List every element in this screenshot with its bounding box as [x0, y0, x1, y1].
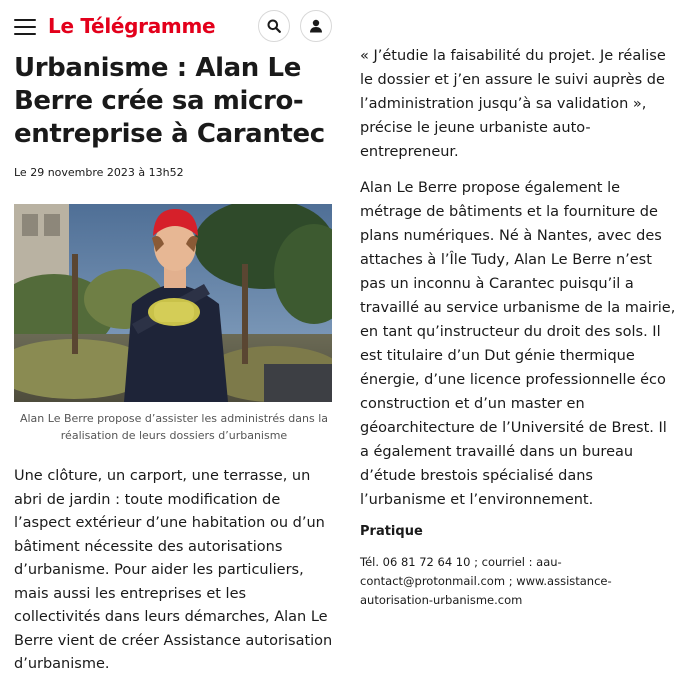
quote-paragraph: « J’étudie la faisabilité du projet. Je réalise le dossier et j’en assure le suivi auprès de l’administration jusqu’à sa validation », précise le jeune urbaniste auto-entrepreneur.	[360, 48, 666, 160]
photo-caption: Alan Le Berre propose d’assister les administrés dans la réalisation de leurs dossiers d’urbanisme	[19, 412, 329, 442]
menu-icon[interactable]	[14, 19, 36, 35]
photo-illustration	[14, 204, 332, 402]
account-button[interactable]	[300, 10, 332, 42]
article-date: Le 29 novembre 2023 à 13h52	[14, 166, 184, 179]
top-bar	[14, 8, 334, 46]
search-icon	[267, 19, 281, 33]
article-photo[interactable]	[14, 204, 332, 402]
practical-heading: Pratique	[360, 524, 423, 539]
article-title: Urbanisme : Alan Le Berre crée sa micro-entreprise à Carantec	[14, 53, 325, 149]
search-button[interactable]	[258, 10, 290, 42]
site-logo[interactable]: Le Télégramme	[48, 14, 216, 38]
lead-paragraph: Une clôture, un carport, une terrasse, un abri de jardin : toute modification de l’aspect extérieur d’une habitation ou d’un bâtiment nécessite des autorisations d’urbanisme. Pour aider les particuliers, mais aussi les entreprises et les collectivités dans leurs démarches, Alan Le Berre vient de créer Assistance autorisation d’urbanisme.	[14, 468, 333, 672]
article-right-column	[360, 44, 678, 610]
bio-paragraph: Alan Le Berre propose également le métrage de bâtiments et la fourniture de plans numériques. Né à Nantes, avec des attaches à l’Île Tudy, Alan Le Berre n’est pas un inconnu à Carantec puisqu’il a travaillé au service urbanisme de la mairie, en tant qu’instructeur du droit des sols. Il est titulaire d’un Dut génie thermique énergie, d’une licence professionnelle éco construction et d’un master en géoarchitecture de l’Université de Brest. Il a également travaillé dans un bureau d’étude brestois spécialisé dans l’urbanisme et l’environnement.	[360, 180, 676, 508]
account-icon	[308, 18, 324, 34]
practical-contact[interactable]: Tél. 06 81 72 64 10 ; courriel : aau-contact@protonmail.com ; www.assistance-autorisation-urbanisme.com	[360, 555, 612, 607]
